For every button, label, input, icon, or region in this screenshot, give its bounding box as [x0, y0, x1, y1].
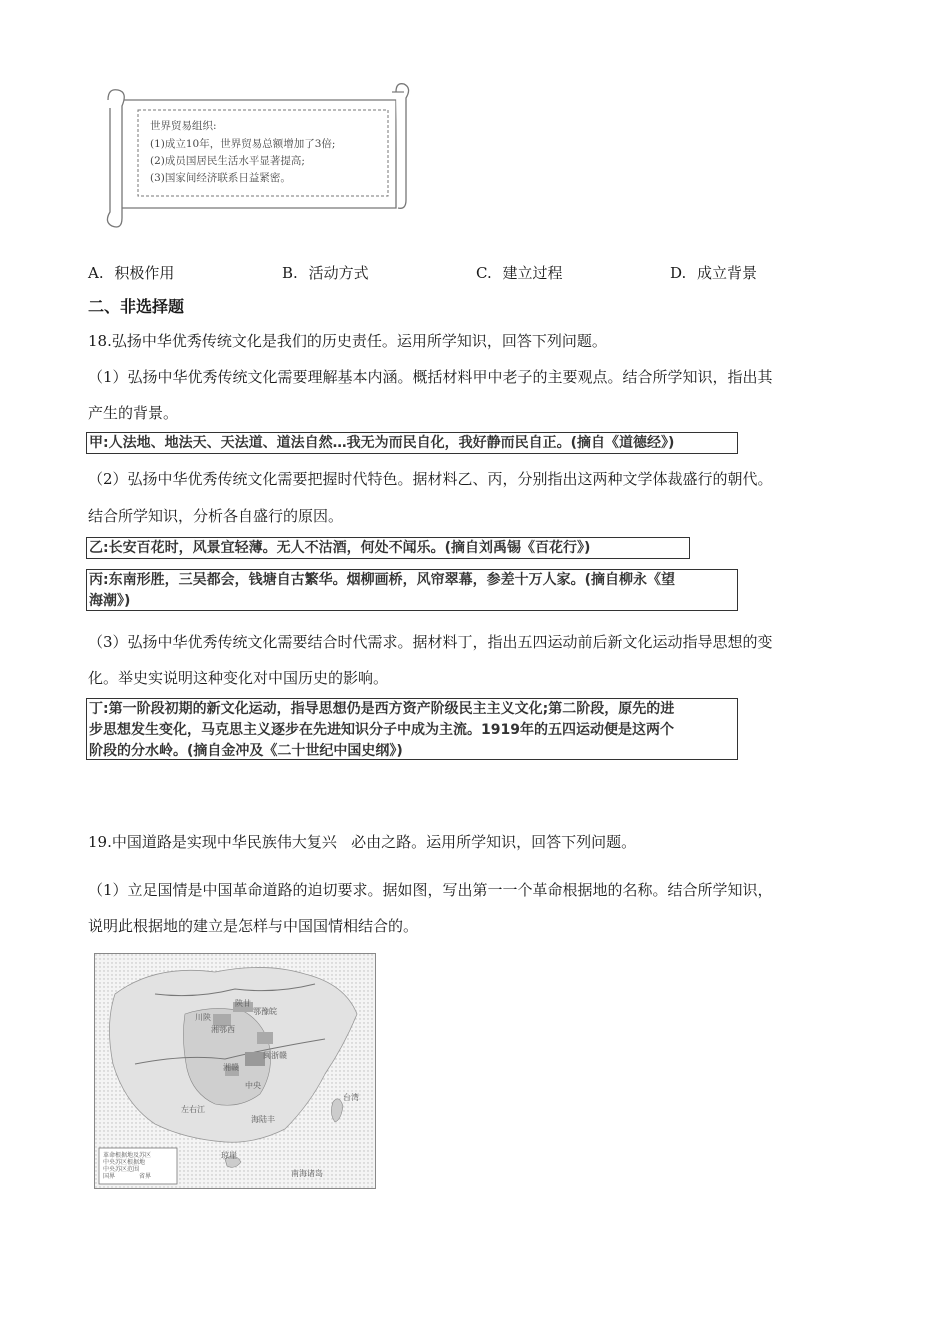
q18-sub1-line1: （1）弘扬中华优秀传统文化需要理解基本内涵。概括材料甲中老子的主要观点。结合所学知识，指出其: [88, 368, 773, 386]
map-label: 海陆丰: [251, 1115, 275, 1124]
material-bing: [86, 569, 738, 611]
q18-sub3-line1: （3）弘扬中华优秀传统文化需要结合时代需求。据材料丁，指出五四运动前后新文化运动指导思想的变: [88, 633, 773, 651]
option-c[interactable]: [476, 263, 563, 283]
q18-sub2-line2: 结合所学知识，分析各自盛行的原因。: [88, 507, 344, 525]
map-label: 湘鄂西: [211, 1025, 235, 1034]
map-label: 陕甘: [235, 999, 251, 1008]
map-label: 鄂豫皖: [253, 1007, 277, 1016]
option-letter: D.: [670, 264, 687, 282]
option-text: 活动方式: [308, 264, 369, 282]
map-legend-item: 革命根据地及苏区: [103, 1152, 152, 1159]
map-label: 中央: [245, 1081, 261, 1090]
material-yi: [86, 537, 690, 559]
option-d[interactable]: [670, 263, 757, 283]
map-legend-item: 省界: [139, 1173, 152, 1180]
q19-sub1-line1: （1）立足国情是中国革命道路的迫切要求。据如图，写出第一一个革命根据地的名称。结合所学知识，: [88, 881, 773, 899]
map-legend-item: 中央苏区范围: [103, 1166, 140, 1173]
material-bing-line2: 海潮》): [89, 593, 131, 609]
q18-sub2-line1: （2）弘扬中华优秀传统文化需要把握时代特色。据材料乙、丙，分别指出这两种文学体裁盛行的朝代。: [88, 470, 773, 488]
map-label: 台湾: [343, 1093, 359, 1102]
option-text: 建立过程: [502, 264, 563, 282]
q18-sub3-line2: 化。举史实说明这种变化对中国历史的影响。: [88, 669, 389, 687]
option-text: 积极作用: [114, 264, 175, 282]
material-ding-line3: 阶段的分水岭。(摘自金冲及《二十世纪中国史纲》): [89, 743, 403, 759]
map-label: 川陕: [195, 1013, 211, 1022]
material-yi-text: 乙:长安百花时，风景宜轻薄。无人不沽酒，何处不闻乐。(摘自刘禹锡《百花行》): [89, 540, 591, 556]
option-b[interactable]: [282, 263, 369, 283]
option-letter: B.: [282, 264, 298, 282]
scroll-figure: [100, 78, 416, 230]
material-ding-line2: 步思想发生变化，马克思主义逐步在先进知识分子中成为主流。1919年的五四运动便是这两个: [89, 722, 674, 738]
material-jia-text: 甲:人法地、地法天、天法道、道法自然…我无为而民自化，我好静而民自正。(摘自《道德经》): [89, 435, 675, 451]
map-label: 闽浙赣: [263, 1051, 287, 1060]
revolutionary-base-map: [94, 953, 376, 1189]
map-label: 南海诸岛: [291, 1169, 323, 1178]
map-label: 湘赣: [223, 1063, 239, 1072]
section-title: 二、非选择题: [88, 297, 185, 316]
material-ding: [86, 698, 738, 760]
scroll-item-2: (2)成员国居民生活水平显著提高;: [150, 155, 305, 167]
option-text: 成立背景: [697, 264, 758, 282]
option-a[interactable]: [88, 263, 174, 283]
q18-stem: 18.弘扬中华优秀传统文化是我们的历史责任。运用所学知识，回答下列问题。: [88, 332, 607, 350]
option-letter: A.: [88, 264, 104, 282]
scroll-item-1: (1)成立10年，世界贸易总额增加了3倍;: [150, 138, 336, 150]
material-bing-line1: 丙:东南形胜，三吴都会，钱塘自古繁华。烟柳画桥，风帘翠幕，参差十万人家。(摘自柳永《望: [89, 572, 675, 588]
scroll-heading: 世界贸易组织:: [150, 120, 217, 132]
map-label: 左右江: [181, 1105, 205, 1114]
map-legend-item: 中央苏区根据地: [103, 1159, 146, 1166]
scroll-item-3: (3)国家间经济联系日益紧密。: [150, 172, 291, 184]
option-letter: C.: [476, 264, 492, 282]
q19-stem: 19.中国道路是实现中华民族伟大复兴 必由之路。运用所学知识，回答下列问题。: [88, 833, 637, 851]
q19-sub1-line2: 说明此根据地的建立是怎样与中国国情相结合的。: [88, 917, 419, 935]
material-ding-line1: 丁:第一阶段初期的新文化运动，指导思想仍是西方资产阶级民主主义文化;第二阶段，原先的进: [89, 701, 675, 717]
map-legend-item: 国界: [103, 1173, 116, 1180]
material-jia: [86, 432, 738, 454]
map-label: 琼崖: [221, 1151, 237, 1160]
q18-sub1-line2: 产生的背景。: [88, 404, 179, 422]
